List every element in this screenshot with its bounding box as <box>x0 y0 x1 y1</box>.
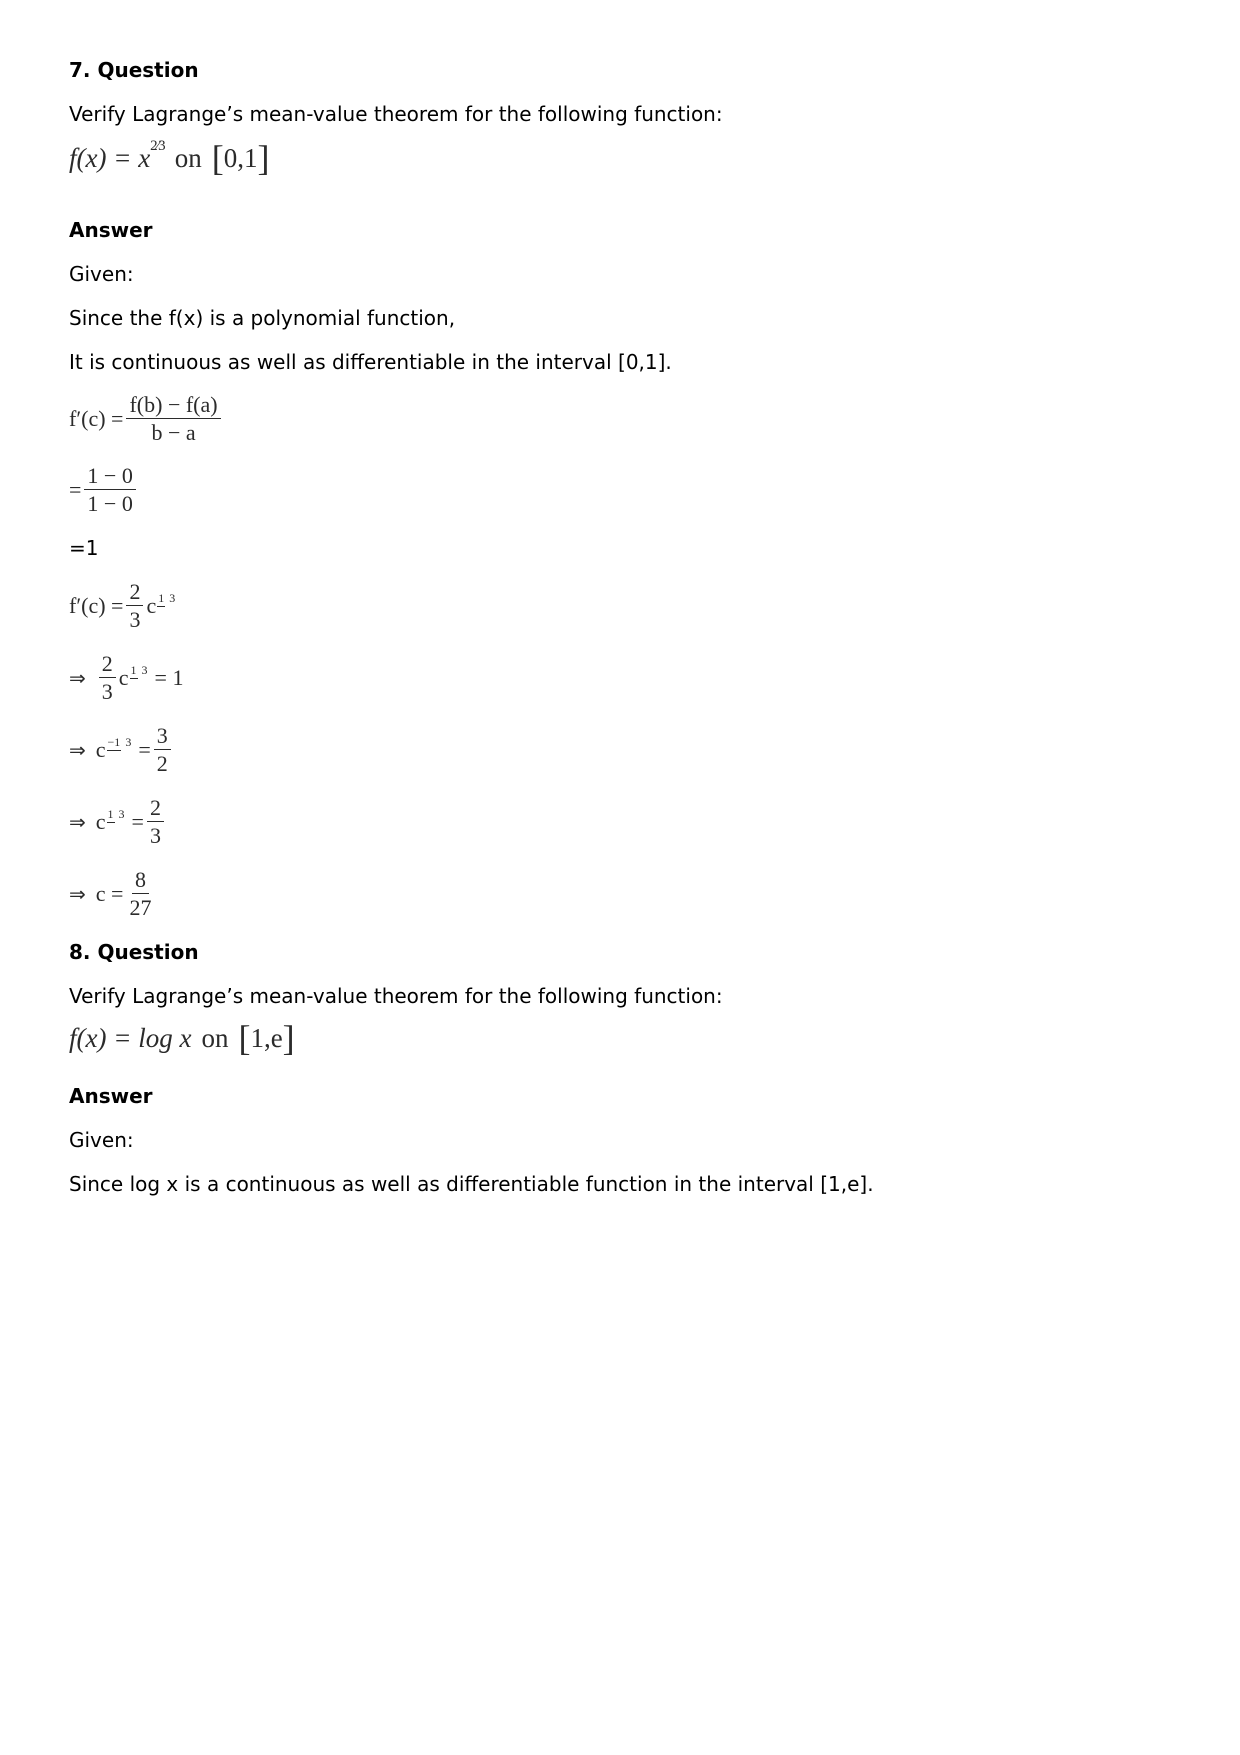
eq8-numerator: 8 <box>132 868 149 894</box>
question-8-function: f(x) = log x on [ 1,e ] <box>69 1018 295 1058</box>
question-8-prompt: Verify Lagrange’s mean-value theorem for the following function: <box>69 984 723 1008</box>
eq5-denominator: 3 <box>101 679 113 705</box>
question-8-line-1: Since log x is a continuous as well as differentiable function in the interval [1,e]. <box>69 1172 874 1196</box>
eq5-exp-num: 1 <box>130 662 137 677</box>
question-7-line-2: It is continuous as well as differentiable in the interval [0,1]. <box>69 350 672 374</box>
eq7-exp-num: 1 <box>107 806 114 821</box>
eq7-fraction <box>147 796 164 847</box>
function-interval: 0,1 <box>223 142 258 173</box>
eq2-fraction <box>84 464 135 515</box>
question-8-answer-label: Answer <box>69 1084 153 1108</box>
eq1-lhs: f′(c) = <box>69 405 124 431</box>
eq6-exp-den: 3 <box>125 734 132 749</box>
eq2-lhs: = <box>69 476 82 502</box>
question-7-line-1: Since the f(x) is a polynomial function, <box>69 306 456 330</box>
eq6-arrow: ⇒ <box>69 737 86 762</box>
equation-8 <box>69 868 157 919</box>
eq2-denominator: 1 − 0 <box>87 491 133 517</box>
eq6-base: c <box>95 736 106 762</box>
eq2-numerator: 1 − 0 <box>84 464 135 490</box>
eq5-exp-den: 3 <box>141 662 148 677</box>
equation-4 <box>69 580 176 631</box>
eq8-fraction <box>126 868 154 919</box>
eq1-denominator: b − a <box>151 420 196 446</box>
eq6-exponent <box>107 736 133 748</box>
question-7-heading: 7. Question <box>69 58 199 82</box>
eq5-arrow: ⇒ <box>69 665 86 690</box>
question-7-prompt: Verify Lagrange’s mean-value theorem for the following function: <box>69 102 723 126</box>
equation-7 <box>69 796 167 847</box>
function-interval: 1,e <box>250 1022 283 1053</box>
function-on: on <box>174 142 202 173</box>
eq7-exp-den: 3 <box>118 806 125 821</box>
equation-1 <box>69 393 224 444</box>
eq6-exp-num: −1 <box>107 734 121 749</box>
eq8-denominator: 27 <box>129 895 152 921</box>
eq4-lhs: f′(c) = <box>69 592 124 618</box>
equation-3: =1 <box>69 536 99 560</box>
eq6-numerator: 3 <box>154 724 171 750</box>
eq4-base: c <box>146 592 157 618</box>
eq5-fraction <box>99 652 116 703</box>
eq7-exponent <box>107 808 126 820</box>
function-exponent: 2⁄3 <box>150 137 165 154</box>
eq8-lhs: c = <box>95 880 124 906</box>
eq4-exponent <box>157 592 176 604</box>
eq7-equals: = <box>131 808 144 834</box>
function-lhs: f(x) = x <box>69 142 151 173</box>
eq8-arrow: ⇒ <box>69 881 86 906</box>
eq4-denominator: 3 <box>129 607 141 633</box>
question-8-heading: 8. Question <box>69 940 199 964</box>
eq5-rhs: = 1 <box>154 664 184 690</box>
question-8-given: Given: <box>69 1128 134 1152</box>
equation-2 <box>69 464 139 515</box>
eq7-arrow: ⇒ <box>69 809 86 834</box>
question-7-given: Given: <box>69 262 134 286</box>
eq1-numerator: f(b) − f(a) <box>126 393 220 419</box>
question-7-function: f(x) = x 2⁄3 on [ 0,1 ] <box>69 137 270 178</box>
eq1-fraction <box>126 393 220 444</box>
eq6-denominator: 2 <box>156 751 168 777</box>
question-7-answer-label: Answer <box>69 218 153 242</box>
eq4-numerator: 2 <box>126 580 143 606</box>
eq4-fraction <box>126 580 143 631</box>
eq5-numerator: 2 <box>99 652 116 678</box>
function-lhs: f(x) = log x <box>69 1022 192 1053</box>
eq5-base: c <box>118 664 129 690</box>
eq4-exp-num: 1 <box>158 590 165 605</box>
eq5-exponent <box>130 664 149 676</box>
eq7-numerator: 2 <box>147 796 164 822</box>
eq6-equals: = <box>138 736 151 762</box>
function-on: on <box>201 1022 229 1053</box>
eq4-exp-den: 3 <box>169 590 176 605</box>
eq6-fraction <box>154 724 171 775</box>
equation-6 <box>69 724 174 775</box>
eq7-denominator: 3 <box>149 823 161 849</box>
equation-5 <box>69 652 183 703</box>
eq7-base: c <box>95 808 106 834</box>
